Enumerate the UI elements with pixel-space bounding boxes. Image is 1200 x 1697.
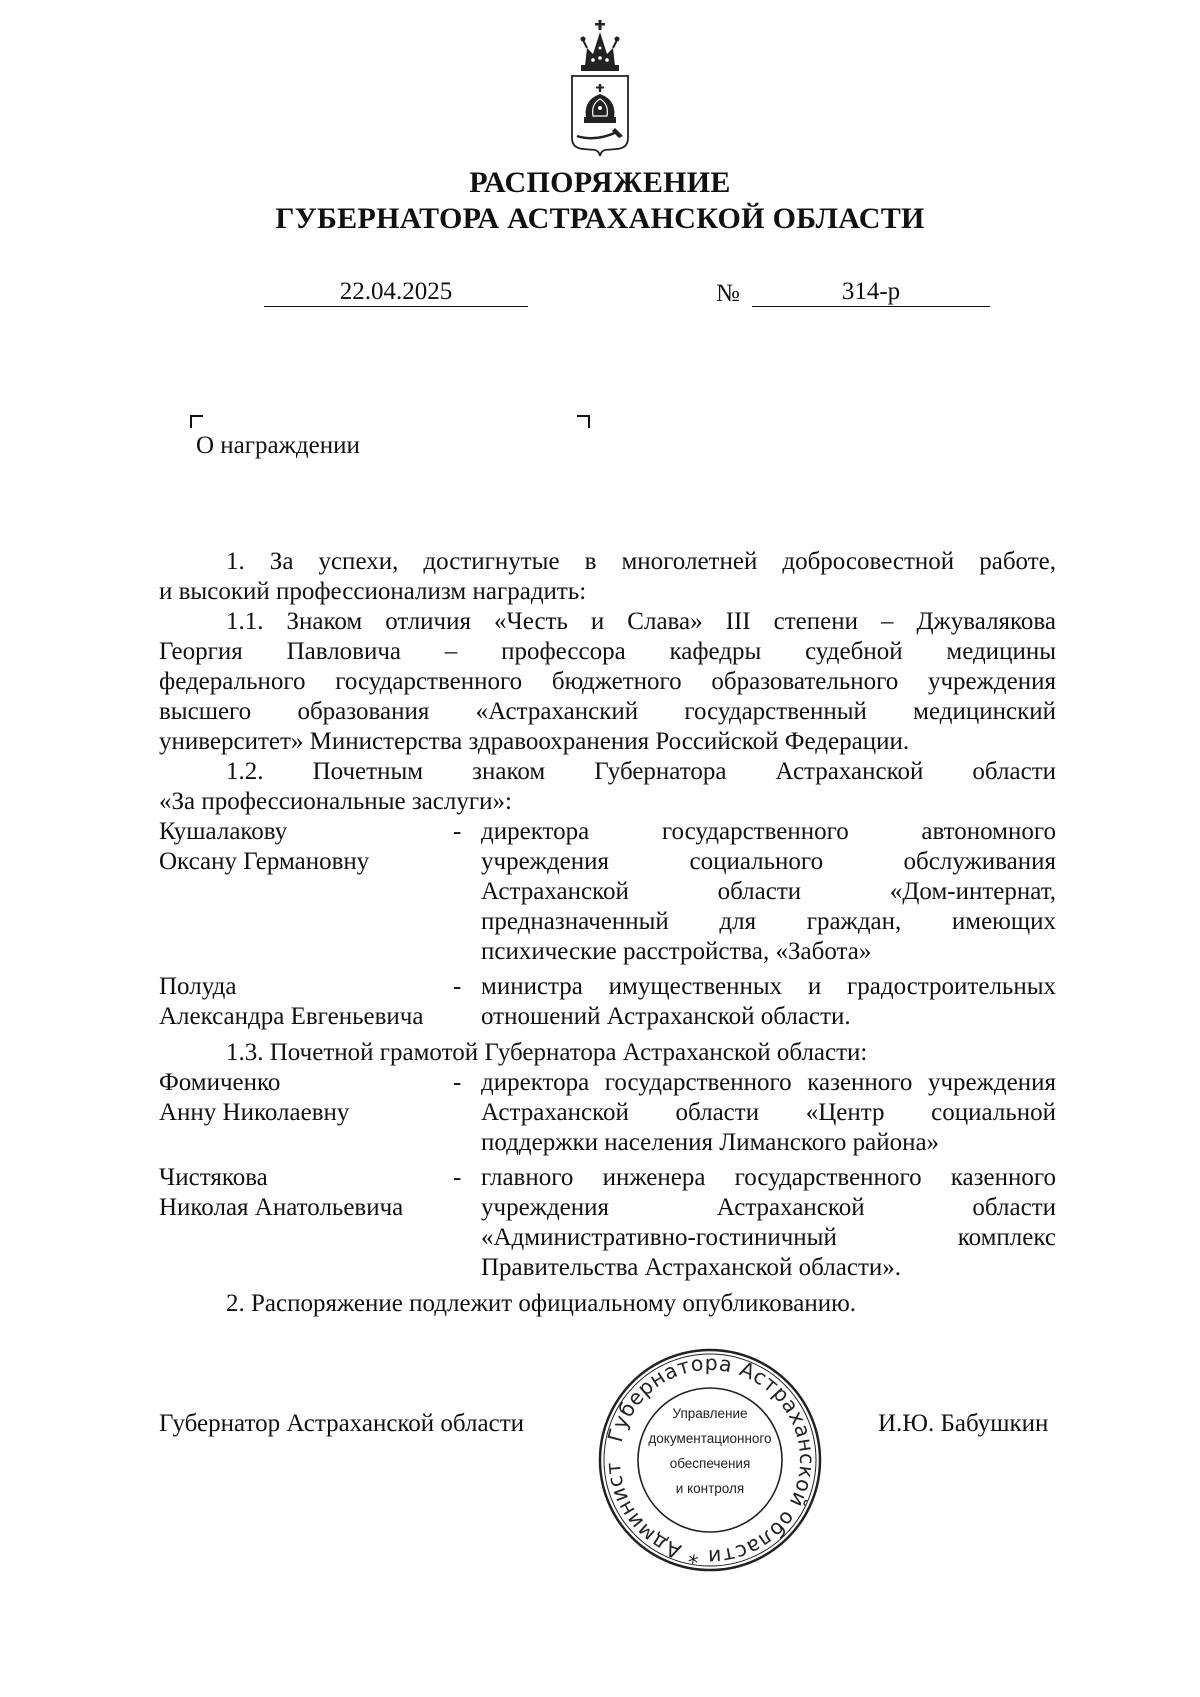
awardee-name-line-1: Чистякова bbox=[159, 1164, 268, 1191]
awardee-name-line-2: Оксану Германовну bbox=[159, 848, 370, 875]
paragraph-2: 2. Распоряжение подлежит официальному опубликованию. bbox=[226, 1290, 857, 1317]
awardee-dash: - bbox=[453, 1069, 462, 1096]
awardee-position-line: учреждения социального обслуживания bbox=[481, 848, 1056, 875]
coat-of-arms-icon bbox=[555, 18, 645, 158]
awardee-position-line: министра имущественных и градостроительных bbox=[481, 973, 1056, 1000]
document-subject: О награждении bbox=[196, 432, 360, 459]
awardee-name-line-1: Кушалакову bbox=[159, 818, 288, 845]
signatory-name: И.Ю. Бабушкин bbox=[878, 1410, 1049, 1437]
paragraph-1-2-line-2: «За профессиональные заслуги»: bbox=[159, 788, 512, 815]
awardee-name-line-2: Николая Анатольевича bbox=[159, 1194, 404, 1221]
stamp-ring-text: Губернатора Астраханской области * Админист bbox=[600, 1350, 820, 1570]
stamp-inner-line: и контроля bbox=[675, 1481, 745, 1496]
document-title: РАСПОРЯЖЕНИЕ bbox=[469, 166, 731, 199]
paragraph-1-3: 1.3. Почетной грамотой Губернатора Астраханской области: bbox=[226, 1039, 868, 1066]
paragraph-1-1-line-1: 1.1. Знаком отличия «Честь и Слава» III степени – Джувалякова bbox=[226, 608, 1056, 635]
document-subtitle: ГУБЕРНАТОРА АСТРАХАНСКОЙ ОБЛАСТИ bbox=[275, 202, 925, 235]
awardee-position-line: Астраханской области «Центр социальной bbox=[481, 1099, 1056, 1126]
paragraph-1-1-line-5: университет» Министерства здравоохранения Российской Федерации. bbox=[159, 728, 910, 755]
awardee-position-line: Астраханской области «Дом-интернат, bbox=[481, 878, 1056, 905]
awardee-position-line: директора государственного казенного учреждения bbox=[481, 1069, 1056, 1096]
awardee-name-line-2: Анну Николаевну bbox=[159, 1099, 350, 1126]
document-date: 22.04.2025 bbox=[264, 276, 528, 307]
awardee-position-line: отношений Астраханской области. bbox=[481, 1003, 851, 1030]
awardee-name-line-2: Александра Евгеньевича bbox=[159, 1003, 424, 1030]
subject-corner-left bbox=[190, 415, 203, 428]
awardee-position-line: поддержки населения Лиманского района» bbox=[481, 1129, 940, 1156]
number-sign: № bbox=[716, 280, 740, 307]
paragraph-1-1-line-4: высшего образования «Астраханский государственный медицинский bbox=[159, 698, 1056, 725]
paragraph-1-2-line-1: 1.2. Почетным знаком Губернатора Астраханской области bbox=[226, 758, 1056, 785]
awardee-position-line: главного инженера государственного казенного bbox=[481, 1164, 1056, 1191]
awardee-dash: - bbox=[453, 818, 462, 845]
paragraph-1-line-2: и высокий профессионализм наградить: bbox=[159, 578, 587, 605]
awardee-name-line-1: Фомиченко bbox=[159, 1069, 281, 1096]
stamp-inner-line: документационного bbox=[648, 1431, 772, 1446]
awardee-position-line: Правительства Астраханской области». bbox=[481, 1254, 901, 1281]
awardee-position-line: предназначенный для граждан, имеющих bbox=[481, 908, 1056, 935]
document-number: 314-р bbox=[752, 276, 990, 307]
subject-corner-right bbox=[577, 415, 590, 428]
official-stamp bbox=[596, 1346, 824, 1574]
signatory-position: Губернатор Астраханской области bbox=[159, 1410, 525, 1437]
awardee-dash: - bbox=[453, 973, 462, 1000]
stamp-inner-line: Управление bbox=[672, 1406, 748, 1421]
awardee-position-line: психические расстройства, «Забота» bbox=[481, 938, 872, 965]
awardee-position-line: учреждения Астраханской области bbox=[481, 1194, 1056, 1221]
paragraph-1-line-1: 1. За успехи, достигнутые в многолетней добросовестной работе, bbox=[226, 548, 1056, 575]
awardee-dash: - bbox=[453, 1164, 462, 1191]
paragraph-1-1-line-3: федерального государственного бюджетного образовательного учреждения bbox=[159, 668, 1056, 695]
awardee-name-line-1: Полуда bbox=[159, 973, 237, 1000]
paragraph-1-1-line-2: Георгия Павловича – профессора кафедры судебной медицины bbox=[159, 638, 1056, 665]
awardee-position-line: «Административно-гостиничный комплекс bbox=[481, 1224, 1056, 1251]
awardee-position-line: директора государственного автономного bbox=[481, 818, 1056, 845]
stamp-inner-line: обеспечения bbox=[669, 1456, 751, 1471]
